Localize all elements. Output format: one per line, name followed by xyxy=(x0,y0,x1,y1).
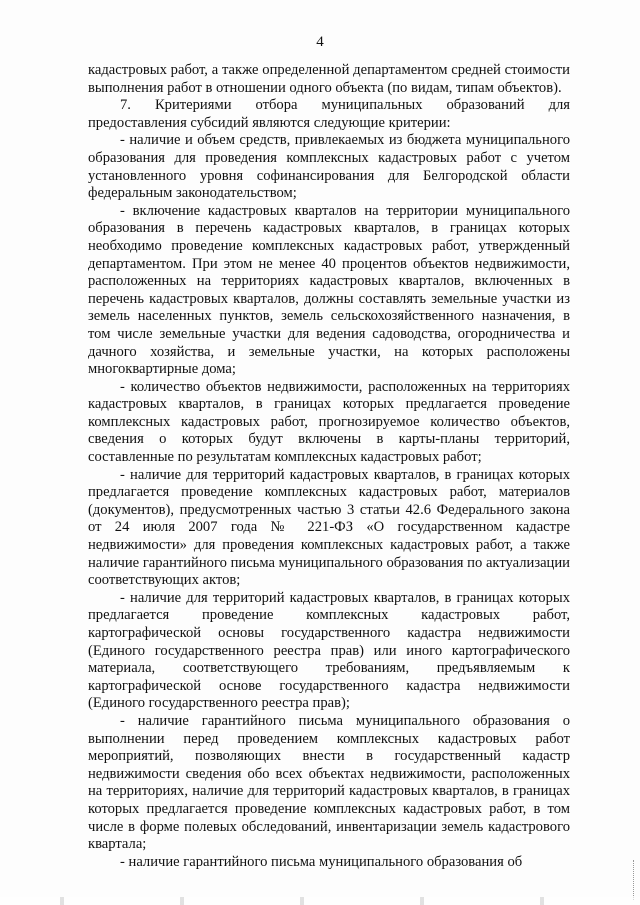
criterion-guarantee-letter-2: - наличие гарантийного письма муниципального образования об xyxy=(120,853,523,870)
criterion-cartographic-base: - наличие для территорий кадастровых кварталов, в границах которых предлагается проведение комплексных кадастровых работ, картографической основы государственного кадастра недвижимости (Единого государственного реестра прав) или иного картографического материала, соответствующего требованиям, предъявляемым к картографической основе государственного кадастра недвижимости (Единого государственного реестра прав); xyxy=(88,589,570,712)
criterion-budget-funds: - наличие и объем средств, привлекаемых из бюджета муниципального образования для проведения комплексных кадастровых работ с учетом установленного уровня софинансирования для Белгородской области федеральным законодательством; xyxy=(88,132,570,202)
criterion-objects-count: - количество объектов недвижимости, расположенных на территориях кадастровых кварталов, в границах которых предлагается проведение комплексных кадастровых работ, прогнозируемое количество объектов, сведения о которых будут включены в карты-планы территорий, составленные по результатам комплексных кадастровых работ; xyxy=(88,378,570,466)
scan-edge-artifact xyxy=(633,860,638,900)
criterion-quarters-inclusion: - включение кадастровых кварталов на территории муниципального образования в перечень кадастровых кварталов, в границах которых необходимо проведение комплексных кадастровых работ, утвержденный департаментом. При этом не менее 40 процентов объектов недвижимости, расположенных на территориях кадастровых кварталов, включенных в перечень кадастровых кварталов, должны составлять земельные участки из земель населенных пунктов, земель сельскохозяйственного назначения, в том числе земельные участки для ведения садоводства, огородничества и дачного хозяйства, и земельные участки, на которых расположены многоквартирные дома; xyxy=(88,202,570,378)
document-body xyxy=(88,62,570,871)
paragraph-criteria-intro: 7. Критериями отбора муниципальных образований для предоставления субсидий являются следующие критерии: xyxy=(88,97,570,131)
criterion-materials: - наличие для территорий кадастровых кварталов, в границах которых предлагается проведение комплексных кадастровых работ, материалов (документов), предусмотренных частью 3 статьи 42.6 Федерального закона от 24 июля 2007 года № 221-ФЗ «О государственном кадастре недвижимости» для проведения комплексных кадастровых работ, а также наличие гарантийного письма муниципального образования по актуализации соответствующих актов; xyxy=(88,466,570,589)
page-number: 4 xyxy=(316,34,324,50)
scan-bottom-artifact xyxy=(0,897,640,905)
paragraph-continuation: кадастровых работ, а также определенной департаментом средней стоимости выполнения работ в отношении одного объекта (по видам, типам объектов). xyxy=(88,62,570,96)
criterion-guarantee-letter: - наличие гарантийного письма муниципального образования о выполнении перед проведением комплексных кадастровых работ мероприятий, позволяющих внести в государственный кадастр недвижимости сведения обо всех объектах недвижимости, расположенных на территориях, наличие для территорий кадастровых кварталов, в границах которых предлагается проведение комплексных кадастровых работ, в том числе в форме полевых обследований, инвентаризации земель кадастрового квартала; xyxy=(88,712,570,853)
